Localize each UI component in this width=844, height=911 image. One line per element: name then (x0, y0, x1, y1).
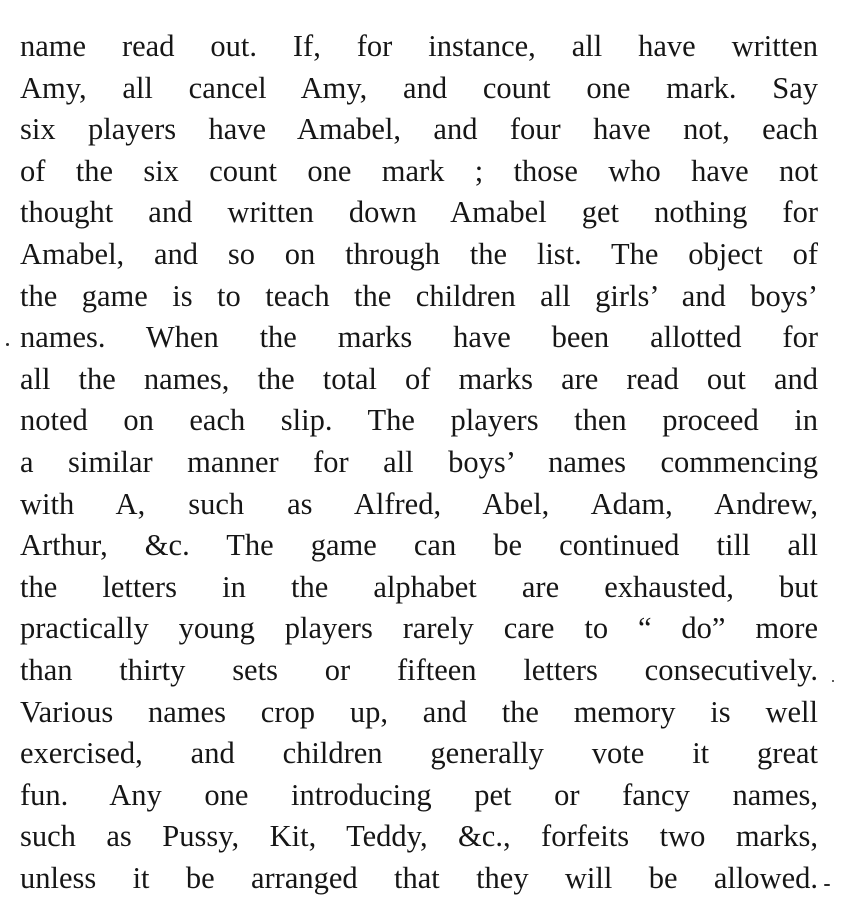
text-line: unless it be arranged that they will be allowed. (20, 860, 818, 895)
text-line: with A, such as Alfred, Abel, Adam, Andrew, (20, 486, 818, 521)
text-line: of the six count one mark ; those who have not (20, 153, 818, 188)
text-line: exercised, and children generally vote it great (20, 736, 818, 771)
text-line: name read out. If, for instance, all have written (20, 29, 818, 63)
text-line: Amy, all cancel Amy, and count one mark. Say (20, 70, 818, 105)
book-page-text (20, 26, 818, 899)
ink-speck (832, 680, 834, 682)
text-line: fun. Any one introducing pet or fancy names, (20, 777, 818, 812)
text-line: a similar manner for all boys’ names commencing (20, 444, 818, 479)
text-line: the game is to teach the children all girls’ and boys’ (20, 278, 818, 313)
text-line: the letters in the alphabet are exhausted, but (20, 569, 818, 604)
text-line: practically young players rarely care to “ do” more (20, 611, 818, 646)
text-line: thought and written down Amabel get nothing for (20, 195, 818, 230)
text-line: Arthur, &c. The game can be continued till all (20, 528, 818, 563)
text-line: noted on each slip. The players then proceed in (20, 403, 818, 438)
text-line: Various names crop up, and the memory is well (20, 694, 818, 729)
ink-speck (824, 884, 830, 886)
text-line: than thirty sets or fifteen letters consecutively. (20, 652, 818, 687)
text-line: Amabel, and so on through the list. The object of (20, 236, 818, 271)
ink-speck (6, 343, 9, 346)
text-line: such as Pussy, Kit, Teddy, &c., forfeits two marks, (20, 819, 818, 854)
text-line: six players have Amabel, and four have not, each (20, 112, 818, 147)
text-line: all the names, the total of marks are read out and (20, 361, 818, 396)
text-line: names. When the marks have been allotted for (20, 320, 818, 355)
